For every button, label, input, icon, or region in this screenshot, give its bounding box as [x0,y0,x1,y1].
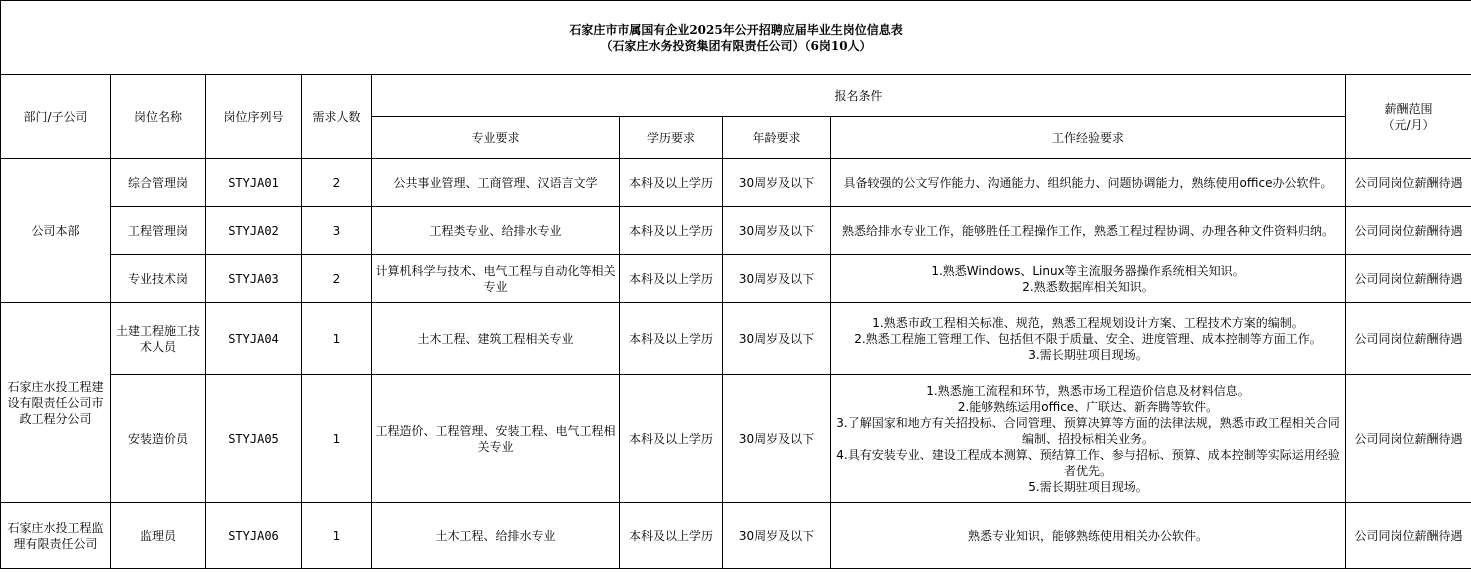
headcount: 3 [302,207,372,255]
experience-line: 熟悉专业知识，能够熟练使用相关办公软件。 [967,528,1208,543]
major-requirement: 工程造价、工程管理、安装工程、电气工程相关专业 [372,375,620,503]
experience-line: 1.熟悉施工流程和环节，熟悉市场工程造价信息及材料信息。 [926,383,1250,398]
major-requirement: 土木工程、给排水专业 [372,503,620,569]
experience-line: 2.能够熟练运用office、广联达、新奔腾等软件。 [957,399,1219,414]
education-requirement: 本科及以上学历 [620,207,723,255]
experience-line: 熟悉给排水专业工作，能够胜任工程操作工作，熟悉工程过程协调、办理各种文件资料归纳。 [841,223,1334,238]
position-name: 专业技术岗 [111,255,206,303]
experience-requirement [831,255,1346,303]
department-construction: 石家庄水投工程建设有限责任公司市政工程分公司 [1,303,111,503]
age-requirement: 30周岁及以下 [723,375,831,503]
major-requirement: 工程类专业、给排水专业 [372,207,620,255]
header-major: 专业要求 [372,117,620,159]
position-code: STYJA02 [206,207,302,255]
header-salary-line-2: （元/月） [1382,117,1435,132]
headcount: 1 [302,303,372,375]
department-supervision: 石家庄水投工程监理有限责任公司 [1,503,111,569]
age-requirement: 30周岁及以下 [723,255,831,303]
salary-range: 公司同岗位薪酬待遇 [1346,255,1471,303]
table-row [1,375,1471,503]
header-headcount: 需求人数 [302,75,372,159]
experience-requirement [831,159,1346,207]
major-requirement: 计算机科学与技术、电气工程与自动化等相关专业 [372,255,620,303]
education-requirement: 本科及以上学历 [620,255,723,303]
header-row-1 [1,75,1471,117]
position-name: 土建工程施工技术人员 [111,303,206,375]
title-line-2: （石家庄水务投资集团有限责任公司）（6岗10人） [600,38,872,53]
age-requirement: 30周岁及以下 [723,207,831,255]
headcount: 2 [302,159,372,207]
title-line-1: 石家庄市市属国有企业2025年公开招聘应届毕业生岗位信息表 [569,22,903,37]
table-row [1,255,1471,303]
department-hq: 公司本部 [1,159,111,303]
salary-range: 公司同岗位薪酬待遇 [1346,503,1471,569]
table-row [1,159,1471,207]
salary-range: 公司同岗位薪酬待遇 [1346,303,1471,375]
header-department: 部门/子公司 [1,75,111,159]
salary-range: 公司同岗位薪酬待遇 [1346,207,1471,255]
experience-line: 1.熟悉市政工程相关标准、规范，熟悉工程规划设计方案、工程技术方案的编制。 [872,315,1304,330]
header-experience: 工作经验要求 [831,117,1346,159]
education-requirement: 本科及以上学历 [620,503,723,569]
experience-line: 3.了解国家和地方有关招投标、合同管理、预算决算等方面的法律法规，熟悉市政工程相关合同编制、招投标相关业务。 [836,415,1340,446]
experience-requirement [831,375,1346,503]
education-requirement: 本科及以上学历 [620,375,723,503]
major-requirement: 公共事业管理、工商管理、汉语言文学 [372,159,620,207]
experience-requirement [831,303,1346,375]
position-code: STYJA03 [206,255,302,303]
experience-line: 5.需长期驻项目现场。 [1028,479,1148,494]
header-salary-line-1: 薪酬范围 [1384,101,1433,116]
header-position-code: 岗位序列号 [206,75,302,159]
major-requirement: 土木工程、建筑工程相关专业 [372,303,620,375]
position-name: 安装造价员 [111,375,206,503]
position-code: STYJA05 [206,375,302,503]
experience-requirement [831,503,1346,569]
education-requirement: 本科及以上学历 [620,159,723,207]
header-age: 年龄要求 [723,117,831,159]
header-salary [1346,75,1471,159]
table-row [1,503,1471,569]
table-row [1,303,1471,375]
experience-line: 4.具有安装专业、建设工程成本测算、预结算工作、参与招标、预算、成本控制等实际运用经验者优先。 [836,447,1340,478]
headcount: 1 [302,375,372,503]
table-title [1,1,1471,75]
salary-range: 公司同岗位薪酬待遇 [1346,375,1471,503]
position-code: STYJA06 [206,503,302,569]
header-education: 学历要求 [620,117,723,159]
salary-range: 公司同岗位薪酬待遇 [1346,159,1471,207]
position-code: STYJA01 [206,159,302,207]
position-name: 工程管理岗 [111,207,206,255]
age-requirement: 30周岁及以下 [723,303,831,375]
experience-line: 具备较强的公文写作能力、沟通能力、组织能力、问题协调能力，熟练使用office办公软件。 [843,175,1333,190]
headcount: 1 [302,503,372,569]
experience-line: 2.熟悉工程施工管理工作、包括但不限于质量、安全、进度管理、成本控制等方面工作。 [854,331,1322,346]
experience-line: 3.需长期驻项目现场。 [1028,347,1148,362]
position-code: STYJA04 [206,303,302,375]
age-requirement: 30周岁及以下 [723,159,831,207]
education-requirement: 本科及以上学历 [620,303,723,375]
header-position-name: 岗位名称 [111,75,206,159]
experience-requirement [831,207,1346,255]
position-name: 监理员 [111,503,206,569]
age-requirement: 30周岁及以下 [723,503,831,569]
header-requirements-group: 报名条件 [372,75,1346,117]
title-row [1,1,1471,75]
table-row [1,207,1471,255]
headcount: 2 [302,255,372,303]
experience-line: 1.熟悉Windows、Linux等主流服务器操作系统相关知识。 [931,263,1245,278]
position-name: 综合管理岗 [111,159,206,207]
experience-line: 2.熟悉数据库相关知识。 [1022,279,1154,294]
